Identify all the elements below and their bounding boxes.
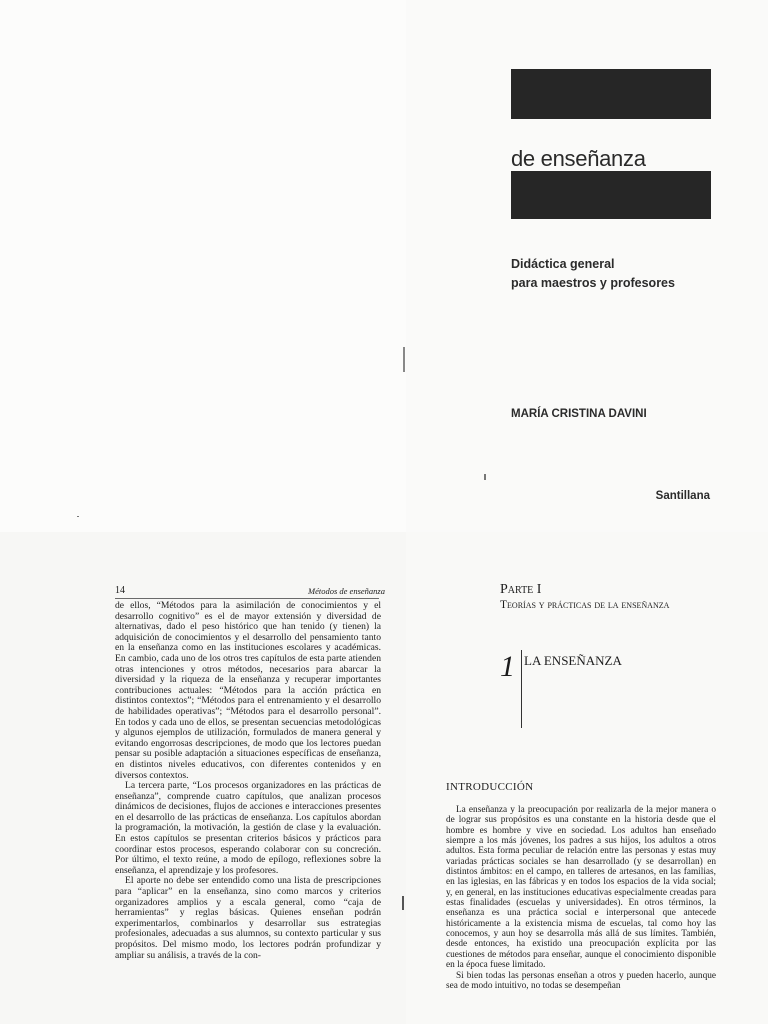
paragraph: La enseñanza y la preocupación por realizarla de la mejor manera o de lograr sus propósitos es una constante en la historia desde que el hombre es hombre y vive en sociedad. Los adultos han enseñado siempre a los más jóvenes, los padres a sus hijos, los adultos a otros adultos. Esta forma peculiar de relación entre las personas y estas muy variadas prácticas sociales se han desarrollado (y se desarrollan) en distintos ámbitos: en el campo, en talleres de artesanos, en las familias, en las iglesias, en las fábricas y en todos los espacios de la vida social; y, en general, en las instituciones educativas especialmente creadas para estas finalidades (escuelas y universidades). En otros términos, la enseñanza es una práctica social e interpersonal que antecede históricamente a la existencia misma de escuelas, tal como hoy las conocemos, y aun hoy se desarrolla más allá de sus límites. También, desde entonces, ha existido una preocupación explícita por las cuestiones de métodos para enseñar, aunque el conocimiento disponible en la época fuese limitado. xyxy=(446,805,716,971)
body-text xyxy=(446,805,716,991)
header-rule xyxy=(115,598,379,599)
scan-mark xyxy=(402,896,404,910)
left-text-page xyxy=(0,532,406,1024)
title-bar-top xyxy=(511,69,711,119)
subtitle-line-1: Didáctica general xyxy=(511,257,615,271)
book-title: de enseñanza xyxy=(511,146,646,171)
paragraph: Si bien todas las personas enseñan a otros y pueden hacerlo, aunque sea de modo intuitivo, no todas se desempeñan xyxy=(446,970,716,991)
section-heading: INTRODUCCIÓN xyxy=(446,781,534,793)
paragraph: El aporte no debe ser entendido como una lista de prescripciones para “aplicar” en la enseñanza, sino como marcos y criterios organizadores amplios y a escala general, como “caja de herramientas” y reglas básicas. Quienes enseñan podrán experimentarlos, combinarlos y desarrollar sus estrategias profesionales, adecuadas a sus alumnos, su contexto particular y sus propósitos. Del mismo modo, los lectores podrán profundizar y ampliar su análisis, a través de la con- xyxy=(115,875,381,961)
subtitle-line-2: para maestros y profesores xyxy=(511,276,675,290)
blank-page xyxy=(0,0,406,532)
body-text xyxy=(115,601,381,961)
publisher-name: Santillana xyxy=(655,490,710,502)
page-number: 14 xyxy=(115,585,125,596)
part-title: Teorías y prácticas de la enseñanza xyxy=(500,599,670,611)
chapter-number: 1 xyxy=(500,650,515,683)
scan-mark xyxy=(403,347,405,372)
scan-speck xyxy=(484,474,486,480)
right-text-page xyxy=(406,532,768,1024)
title-bar-bottom xyxy=(511,171,711,219)
scan-speck xyxy=(77,516,79,517)
running-head: Métodos de enseñanza xyxy=(308,586,385,596)
paragraph: La tercera parte, “Los procesos organizadores en las prácticas de enseñanza”, comprende cuatro capítulos, que analizan procesos dinámicos de decisiones, flujos de acciones e interacciones presentes en el desarrollo de las prácticas de enseñanza. Los capítulos abordan la programación, la motivación, la gestión de clase y la evaluación. En estos capítulos se presentan criterios básicos y prácticos para coordinar estos procesos, esperando colaborar con su concreción. Por último, el texto reúne, a modo de epílogo, reflexiones sobre la enseñanza, el aprendizaje y los profesores. xyxy=(115,780,381,876)
part-label: Parte I xyxy=(500,582,542,597)
paragraph: de ellos, “Métodos para la asimilación de conocimientos y el desarrollo cognitivo” es el de mayor extensión y diversidad de alternativas, dado el peso histórico que han tenido (y tienen) la adquisición de conocimientos y el desarrollo del pensamiento tanto en la enseñanza como en las instituciones escolares y académicas. En cambio, cada uno de los otros tres capítulos de esta parte atienden otras intenciones y otros métodos, necesarios para abarcar la diversidad y la riqueza de la enseñanza y recuperar importantes contribuciones actuales: “Métodos para la acción práctica en distintos contextos”; “Métodos para el entrenamiento y el desarrollo de habilidades operativas”; “Métodos para el desarrollo personal”. En todos y cada uno de ellos, se presentan secuencias metodológicas y algunos ejemplos de utilización, formulados de manera general y evitando engorrosas descripciones, de modo que los lectores puedan pensar su posible adaptación a situaciones específicas de enseñanza, en distintos niveles educativos, con diferentes contenidos y en diversos contextos. xyxy=(115,600,381,781)
book-subtitle xyxy=(511,255,675,293)
chapter-rule xyxy=(521,650,522,728)
title-page xyxy=(406,0,768,532)
chapter-title: LA ENSEÑANZA xyxy=(524,653,622,668)
author-name: MARÍA CRISTINA DAVINI xyxy=(511,408,647,420)
